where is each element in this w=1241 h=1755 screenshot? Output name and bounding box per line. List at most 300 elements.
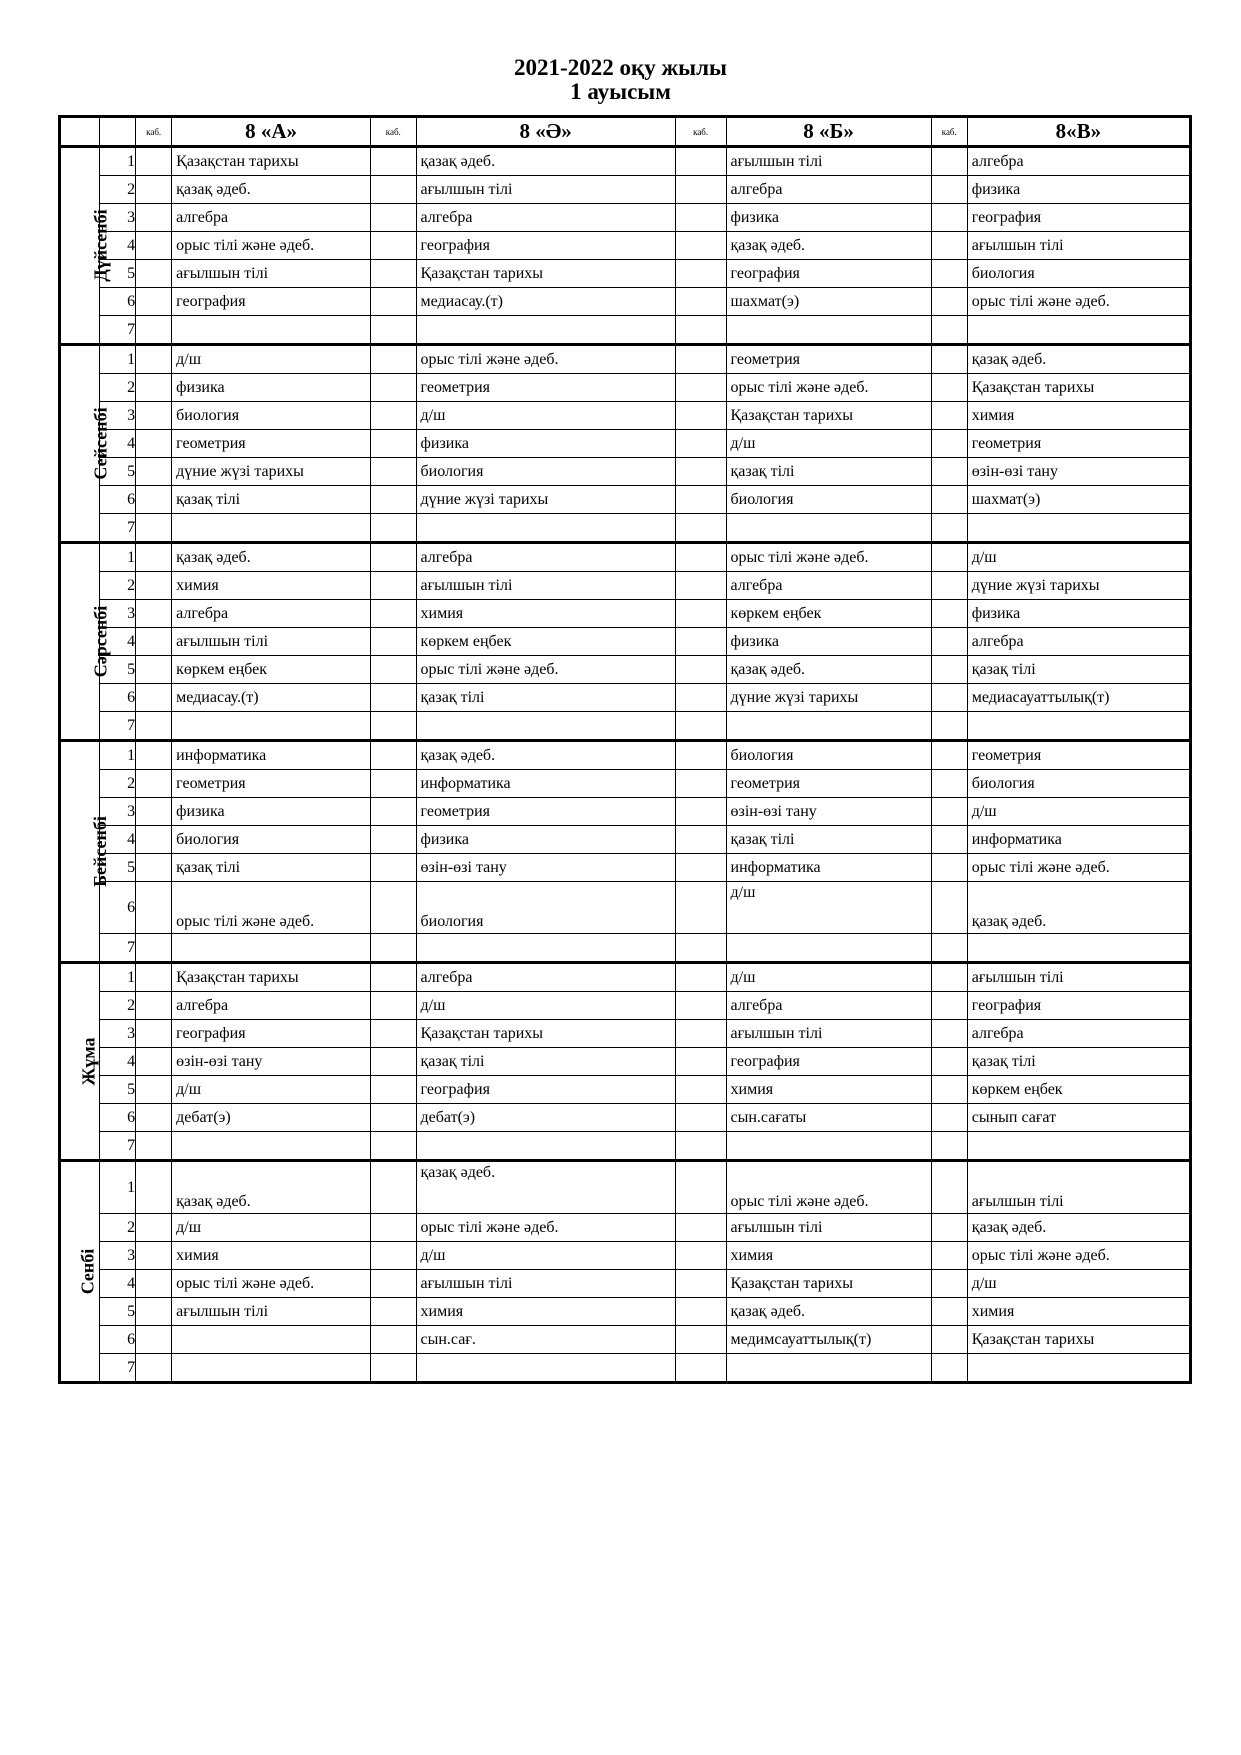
lesson-row xyxy=(60,147,1191,176)
subject-cell: алгебра xyxy=(172,600,371,628)
subject-cell: дүние жүзі тарихы xyxy=(726,684,931,712)
room-cell xyxy=(675,826,726,854)
subject-cell: қазақ тілі xyxy=(726,458,931,486)
subject-cell: геометрия xyxy=(172,770,371,798)
room-cell xyxy=(371,826,416,854)
subject-cell: биология xyxy=(726,486,931,514)
lesson-row xyxy=(60,1048,1191,1076)
subject-cell xyxy=(172,1354,371,1383)
room-cell xyxy=(136,458,172,486)
subject-cell: медиасауаттылық(т) xyxy=(967,684,1190,712)
subject-cell: сын.сағаты xyxy=(726,1104,931,1132)
subject-cell: Қазақстан тарихы xyxy=(726,402,931,430)
lesson-number: 5 xyxy=(100,656,136,684)
subject-cell: көркем еңбек xyxy=(726,600,931,628)
room-cell xyxy=(675,1132,726,1161)
class-header: 8 «Ә» xyxy=(416,117,675,147)
lesson-row xyxy=(60,232,1191,260)
room-cell xyxy=(136,854,172,882)
subject-cell: биология xyxy=(967,260,1190,288)
lesson-row xyxy=(60,1270,1191,1298)
room-cell xyxy=(371,854,416,882)
subject-cell: қазақ әдеб. xyxy=(726,1298,931,1326)
subject-cell: география xyxy=(172,1020,371,1048)
room-cell xyxy=(371,345,416,374)
room-cell xyxy=(136,316,172,345)
room-cell xyxy=(675,1020,726,1048)
subject-cell: орыс тілі және әдеб. xyxy=(172,1270,371,1298)
room-cell xyxy=(675,712,726,741)
subject-cell: қазақ тілі xyxy=(172,854,371,882)
lesson-row xyxy=(60,741,1191,770)
subject-cell: информатика xyxy=(967,826,1190,854)
room-cell xyxy=(371,712,416,741)
subject-cell: география xyxy=(172,288,371,316)
subject-cell xyxy=(967,934,1190,963)
lesson-number: 3 xyxy=(100,1020,136,1048)
room-cell xyxy=(371,1242,416,1270)
subject-cell: ағылшын тілі xyxy=(967,232,1190,260)
room-cell xyxy=(136,798,172,826)
subject-cell: қазақ әдеб. xyxy=(172,543,371,572)
subject-cell: Қазақстан тарихы xyxy=(967,1326,1190,1354)
room-cell xyxy=(675,374,726,402)
lesson-row xyxy=(60,204,1191,232)
subject-cell: алгебра xyxy=(726,992,931,1020)
page-header xyxy=(0,56,1241,104)
subject-cell xyxy=(416,1354,675,1383)
subject-cell: химия xyxy=(172,1242,371,1270)
room-cell xyxy=(136,514,172,543)
room-cell xyxy=(931,656,967,684)
subject-cell: химия xyxy=(416,1298,675,1326)
subject-cell xyxy=(726,316,931,345)
room-cell xyxy=(136,1076,172,1104)
room-cell xyxy=(675,1242,726,1270)
subject-cell: ағылшын тілі xyxy=(416,1270,675,1298)
room-cell xyxy=(371,1020,416,1048)
room-cell xyxy=(675,402,726,430)
room-cell xyxy=(371,176,416,204)
lesson-row xyxy=(60,402,1191,430)
subject-cell: физика xyxy=(967,600,1190,628)
lesson-number: 5 xyxy=(100,854,136,882)
room-cell xyxy=(136,260,172,288)
lesson-number: 4 xyxy=(100,430,136,458)
subject-cell: химия xyxy=(416,600,675,628)
lesson-number: 4 xyxy=(100,826,136,854)
room-cell xyxy=(931,486,967,514)
room-cell xyxy=(675,1214,726,1242)
subject-cell: қазақ тілі xyxy=(967,1048,1190,1076)
lesson-number: 7 xyxy=(100,514,136,543)
subject-cell: биология xyxy=(172,826,371,854)
lesson-number: 2 xyxy=(100,374,136,402)
lesson-row xyxy=(60,486,1191,514)
subject-cell xyxy=(967,712,1190,741)
room-cell xyxy=(931,458,967,486)
subject-cell: ағылшын тілі xyxy=(172,260,371,288)
subject-cell: орыс тілі және әдеб. xyxy=(967,288,1190,316)
subject-cell: медиасау.(т) xyxy=(172,684,371,712)
timetable xyxy=(58,115,1192,1384)
subject-cell xyxy=(172,1132,371,1161)
room-cell xyxy=(136,345,172,374)
room-cell xyxy=(931,232,967,260)
lesson-row xyxy=(60,316,1191,345)
room-cell xyxy=(931,1076,967,1104)
lesson-row xyxy=(60,345,1191,374)
subject-cell: биология xyxy=(726,741,931,770)
room-cell xyxy=(675,1104,726,1132)
subject-cell: ағылшын тілі xyxy=(726,147,931,176)
subject-cell: орыс тілі және әдеб. xyxy=(172,882,371,934)
room-cell xyxy=(931,1214,967,1242)
page-title: 2021-2022 оқу жылы xyxy=(514,55,727,80)
lesson-number: 6 xyxy=(100,1104,136,1132)
page-subtitle: 1 ауысым xyxy=(570,79,671,104)
subject-cell: ағылшын тілі xyxy=(172,1298,371,1326)
lesson-number: 5 xyxy=(100,458,136,486)
subject-cell: қазақ әдеб. xyxy=(416,1161,675,1214)
room-cell xyxy=(136,1048,172,1076)
lesson-number: 2 xyxy=(100,992,136,1020)
kab-header: каб. xyxy=(675,117,726,147)
subject-cell: ағылшын тілі xyxy=(967,1161,1190,1214)
subject-cell: ағылшын тілі xyxy=(172,628,371,656)
lesson-number: 4 xyxy=(100,1048,136,1076)
subject-cell: алгебра xyxy=(967,628,1190,656)
room-cell xyxy=(371,600,416,628)
subject-cell: геометрия xyxy=(416,374,675,402)
room-cell xyxy=(675,770,726,798)
lesson-row xyxy=(60,514,1191,543)
room-cell xyxy=(931,1298,967,1326)
room-cell xyxy=(931,684,967,712)
room-cell xyxy=(136,1104,172,1132)
room-cell xyxy=(675,934,726,963)
room-cell xyxy=(675,1048,726,1076)
room-cell xyxy=(136,656,172,684)
room-cell xyxy=(931,600,967,628)
lesson-row xyxy=(60,600,1191,628)
room-cell xyxy=(931,316,967,345)
lesson-number: 2 xyxy=(100,1214,136,1242)
room-cell xyxy=(675,1298,726,1326)
lesson-number: 2 xyxy=(100,770,136,798)
subject-cell: орыс тілі және әдеб. xyxy=(726,543,931,572)
room-cell xyxy=(371,288,416,316)
subject-cell: д/ш xyxy=(967,798,1190,826)
room-cell xyxy=(371,514,416,543)
subject-cell: сынып сағат xyxy=(967,1104,1190,1132)
room-cell xyxy=(675,514,726,543)
subject-cell: ағылшын тілі xyxy=(726,1214,931,1242)
subject-cell: информатика xyxy=(416,770,675,798)
lesson-number: 1 xyxy=(100,1161,136,1214)
room-cell xyxy=(931,572,967,600)
room-cell xyxy=(931,1020,967,1048)
room-cell xyxy=(931,992,967,1020)
subject-cell xyxy=(172,1326,371,1354)
subject-cell: география xyxy=(967,992,1190,1020)
room-cell xyxy=(136,600,172,628)
lesson-number: 2 xyxy=(100,572,136,600)
lesson-number: 3 xyxy=(100,204,136,232)
subject-cell: орыс тілі және әдеб. xyxy=(416,345,675,374)
lesson-number: 1 xyxy=(100,345,136,374)
subject-cell: орыс тілі және әдеб. xyxy=(416,1214,675,1242)
room-cell xyxy=(675,1354,726,1383)
timetable-header xyxy=(60,117,1191,147)
room-cell xyxy=(371,684,416,712)
class-header: 8 «А» xyxy=(172,117,371,147)
subject-cell: информатика xyxy=(726,854,931,882)
room-cell xyxy=(675,543,726,572)
lesson-number: 5 xyxy=(100,260,136,288)
subject-cell: география xyxy=(416,1076,675,1104)
subject-cell: биология xyxy=(172,402,371,430)
subject-cell: алгебра xyxy=(726,572,931,600)
room-cell xyxy=(675,992,726,1020)
room-cell xyxy=(675,458,726,486)
header-num-blank xyxy=(100,117,136,147)
subject-cell: Қазақстан тарихы xyxy=(172,147,371,176)
subject-cell xyxy=(416,514,675,543)
room-cell xyxy=(136,628,172,656)
subject-cell: орыс тілі және әдеб. xyxy=(967,1242,1190,1270)
subject-cell xyxy=(416,712,675,741)
kab-header: каб. xyxy=(371,117,416,147)
subject-cell: д/ш xyxy=(172,1076,371,1104)
subject-cell: алгебра xyxy=(416,204,675,232)
kab-header: каб. xyxy=(931,117,967,147)
lesson-row xyxy=(60,176,1191,204)
room-cell xyxy=(136,963,172,992)
room-cell xyxy=(675,345,726,374)
lesson-row xyxy=(60,1161,1191,1214)
room-cell xyxy=(136,1298,172,1326)
room-cell xyxy=(136,430,172,458)
subject-cell xyxy=(416,1132,675,1161)
room-cell xyxy=(136,934,172,963)
subject-cell xyxy=(967,1132,1190,1161)
subject-cell: қазақ әдеб. xyxy=(967,882,1190,934)
lesson-row xyxy=(60,1326,1191,1354)
lesson-row xyxy=(60,1076,1191,1104)
room-cell xyxy=(931,741,967,770)
room-cell xyxy=(675,600,726,628)
subject-cell: орыс тілі және әдеб. xyxy=(967,854,1190,882)
lesson-number: 1 xyxy=(100,741,136,770)
room-cell xyxy=(371,1104,416,1132)
room-cell xyxy=(675,798,726,826)
room-cell xyxy=(675,204,726,232)
room-cell xyxy=(931,882,967,934)
room-cell xyxy=(136,147,172,176)
room-cell xyxy=(371,204,416,232)
lesson-number: 4 xyxy=(100,1270,136,1298)
day-label: Сенбі xyxy=(77,1248,98,1295)
lesson-row xyxy=(60,656,1191,684)
room-cell xyxy=(371,430,416,458)
subject-cell: геометрия xyxy=(726,345,931,374)
day-cell xyxy=(60,543,111,741)
room-cell xyxy=(371,572,416,600)
subject-cell: медиасау.(т) xyxy=(416,288,675,316)
room-cell xyxy=(136,1270,172,1298)
subject-cell: география xyxy=(726,260,931,288)
room-cell xyxy=(136,770,172,798)
subject-cell: физика xyxy=(172,374,371,402)
subject-cell: ағылшын тілі xyxy=(416,572,675,600)
subject-cell: қазақ тілі xyxy=(726,826,931,854)
room-cell xyxy=(136,1020,172,1048)
subject-cell: медимсауаттылық(т) xyxy=(726,1326,931,1354)
subject-cell xyxy=(172,514,371,543)
room-cell xyxy=(371,1354,416,1383)
room-cell xyxy=(136,374,172,402)
room-cell xyxy=(675,963,726,992)
room-cell xyxy=(371,486,416,514)
room-cell xyxy=(675,288,726,316)
room-cell xyxy=(136,741,172,770)
subject-cell: сын.сағ. xyxy=(416,1326,675,1354)
subject-cell: орыс тілі және әдеб. xyxy=(726,374,931,402)
subject-cell xyxy=(726,514,931,543)
day-label: Сейсенбі xyxy=(90,407,111,480)
room-cell xyxy=(371,232,416,260)
lesson-number: 7 xyxy=(100,1354,136,1383)
subject-cell: Қазақстан тарихы xyxy=(172,963,371,992)
room-cell xyxy=(371,402,416,430)
room-cell xyxy=(136,1326,172,1354)
room-cell xyxy=(371,260,416,288)
room-cell xyxy=(136,992,172,1020)
room-cell xyxy=(931,1132,967,1161)
room-cell xyxy=(371,316,416,345)
lesson-row xyxy=(60,1242,1191,1270)
subject-cell: ағылшын тілі xyxy=(967,963,1190,992)
lesson-row xyxy=(60,770,1191,798)
room-cell xyxy=(136,1242,172,1270)
room-cell xyxy=(675,147,726,176)
room-cell xyxy=(675,316,726,345)
room-cell xyxy=(931,1242,967,1270)
subject-cell xyxy=(416,316,675,345)
room-cell xyxy=(675,1326,726,1354)
lesson-number: 3 xyxy=(100,402,136,430)
room-cell xyxy=(931,1354,967,1383)
room-cell xyxy=(675,176,726,204)
subject-cell: дебат(э) xyxy=(172,1104,371,1132)
room-cell xyxy=(371,1161,416,1214)
room-cell xyxy=(136,486,172,514)
room-cell xyxy=(371,934,416,963)
subject-cell: өзін-өзі тану xyxy=(967,458,1190,486)
room-cell xyxy=(136,882,172,934)
room-cell xyxy=(675,1076,726,1104)
room-cell xyxy=(931,1161,967,1214)
day-cell xyxy=(60,345,111,543)
lesson-row xyxy=(60,963,1191,992)
room-cell xyxy=(371,1326,416,1354)
subject-cell xyxy=(726,712,931,741)
lesson-number: 1 xyxy=(100,543,136,572)
header-row xyxy=(60,117,1191,147)
kab-header: каб. xyxy=(136,117,172,147)
subject-cell: д/ш xyxy=(726,430,931,458)
subject-cell xyxy=(726,1354,931,1383)
subject-cell: шахмат(э) xyxy=(967,486,1190,514)
room-cell xyxy=(931,1104,967,1132)
subject-cell: алгебра xyxy=(726,176,931,204)
subject-cell: география xyxy=(726,1048,931,1076)
subject-cell: химия xyxy=(726,1076,931,1104)
subject-cell: орыс тілі және әдеб. xyxy=(172,232,371,260)
subject-cell: қазақ әдеб. xyxy=(172,1161,371,1214)
room-cell xyxy=(931,543,967,572)
room-cell xyxy=(136,1214,172,1242)
subject-cell: биология xyxy=(416,458,675,486)
room-cell xyxy=(371,1270,416,1298)
subject-cell: алгебра xyxy=(967,147,1190,176)
day-label: Сәрсенбі xyxy=(90,605,111,678)
subject-cell xyxy=(416,934,675,963)
lesson-number: 7 xyxy=(100,712,136,741)
room-cell xyxy=(675,656,726,684)
room-cell xyxy=(931,374,967,402)
subject-cell: геометрия xyxy=(967,741,1190,770)
room-cell xyxy=(371,147,416,176)
room-cell xyxy=(371,458,416,486)
day-label: Дүйсенбі xyxy=(90,209,111,282)
lesson-number: 7 xyxy=(100,1132,136,1161)
room-cell xyxy=(931,204,967,232)
lesson-number: 4 xyxy=(100,232,136,260)
room-cell xyxy=(931,1326,967,1354)
lesson-row xyxy=(60,1298,1191,1326)
lesson-row xyxy=(60,628,1191,656)
room-cell xyxy=(931,628,967,656)
room-cell xyxy=(675,1161,726,1214)
subject-cell xyxy=(967,316,1190,345)
room-cell xyxy=(371,963,416,992)
subject-cell: Қазақстан тарихы xyxy=(967,374,1190,402)
subject-cell: қазақ тілі xyxy=(416,684,675,712)
lesson-row xyxy=(60,260,1191,288)
subject-cell: география xyxy=(416,232,675,260)
room-cell xyxy=(136,1132,172,1161)
day-cell xyxy=(60,741,110,963)
lesson-number: 5 xyxy=(100,1076,136,1104)
subject-cell: геометрия xyxy=(726,770,931,798)
room-cell xyxy=(371,1132,416,1161)
subject-cell xyxy=(726,1132,931,1161)
lesson-row xyxy=(60,684,1191,712)
room-cell xyxy=(136,1354,172,1383)
room-cell xyxy=(931,147,967,176)
room-cell xyxy=(675,1270,726,1298)
room-cell xyxy=(136,684,172,712)
subject-cell: геометрия xyxy=(967,430,1190,458)
room-cell xyxy=(931,934,967,963)
subject-cell: д/ш xyxy=(416,992,675,1020)
room-cell xyxy=(371,1298,416,1326)
subject-cell: алгебра xyxy=(172,992,371,1020)
lesson-number: 6 xyxy=(100,684,136,712)
lesson-row xyxy=(60,826,1191,854)
